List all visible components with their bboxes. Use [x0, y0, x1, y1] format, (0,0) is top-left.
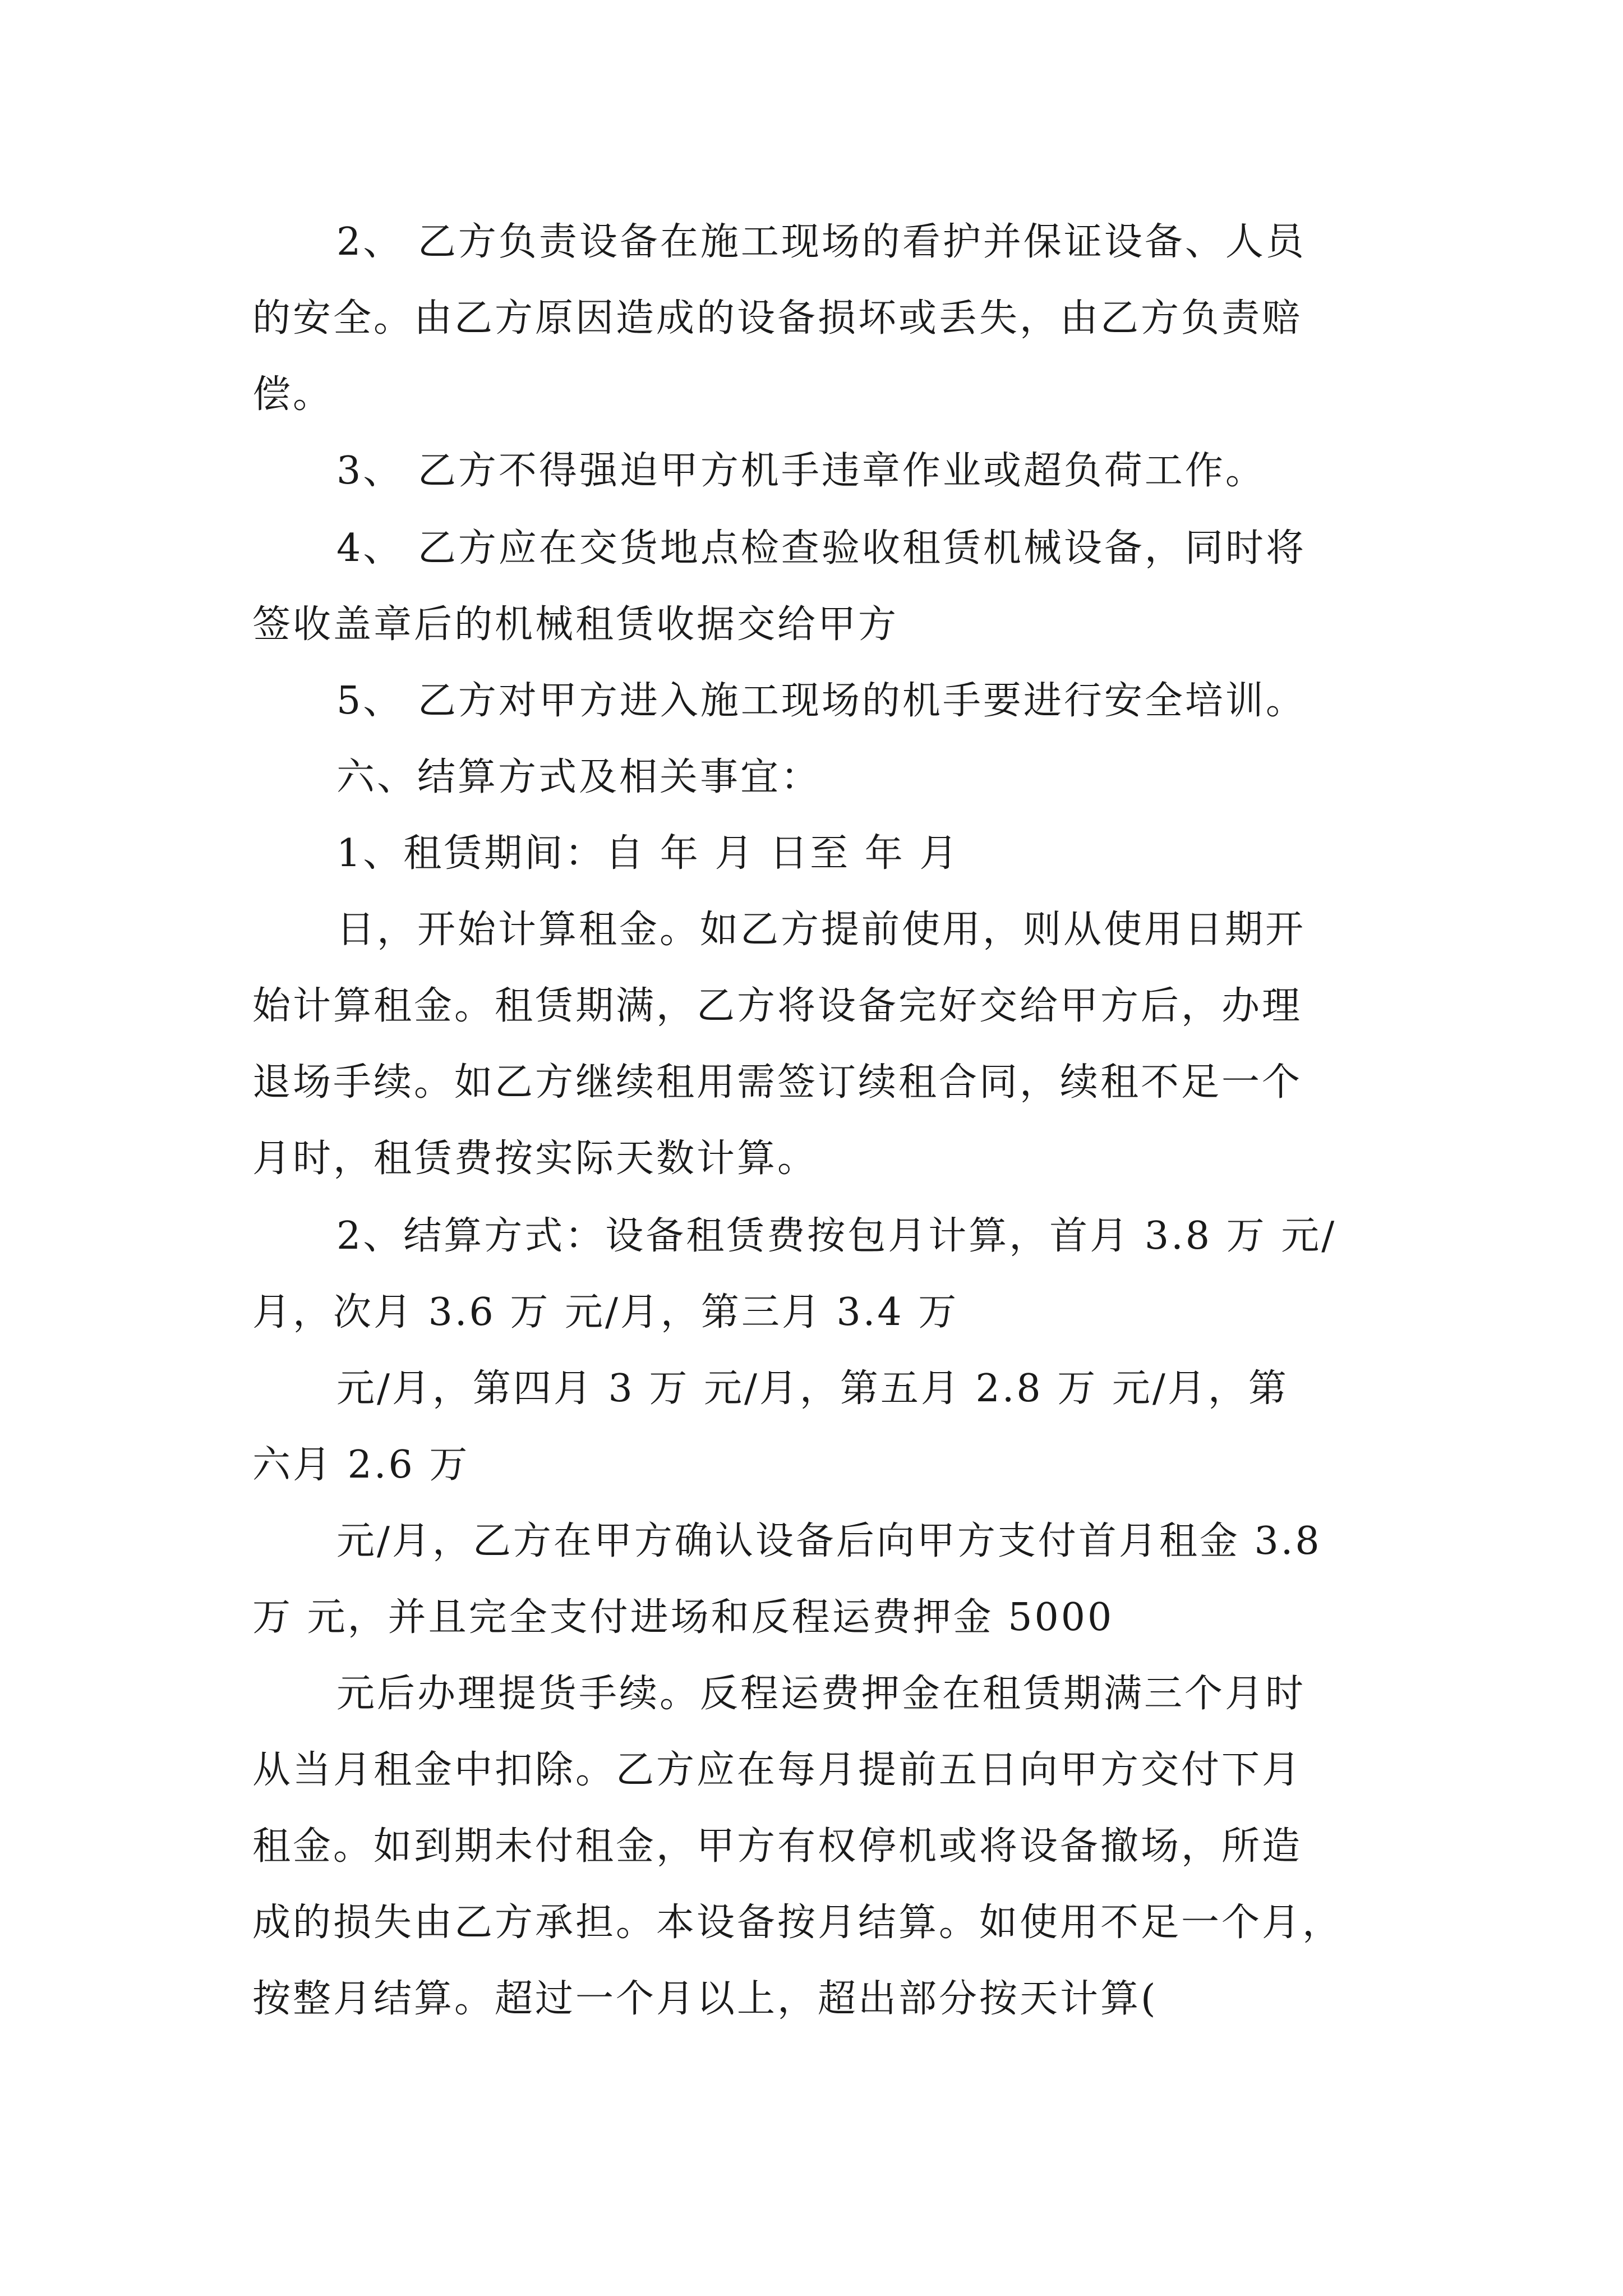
- text-line-7: 5、 乙方对甲方进入施工现场的机手要进行安全培训。: [336, 679, 1306, 723]
- text-line-3: 偿。: [252, 372, 334, 417]
- text-line-14: 2、结算方式：设备租赁费按包月计算，首月 3.8 万 元/: [336, 1214, 1337, 1258]
- text-line-16: 元/月，第四月 3 万 元/月，第五月 2.8 万 元/月，第: [336, 1366, 1289, 1411]
- text-line-17: 六月 2.6 万: [252, 1443, 470, 1487]
- text-line-4: 3、 乙方不得强迫甲方机手违章作业或超负荷工作。: [336, 449, 1266, 493]
- text-line-20: 元后办理提货手续。反程运费押金在租赁期满三个月时: [336, 1672, 1306, 1716]
- text-line-2: 的安全。由乙方原因造成的设备损坏或丢失，由乙方负责赔: [252, 296, 1303, 341]
- text-line-11: 始计算租金。租赁期满，乙方将设备完好交给甲方后，办理: [252, 984, 1303, 1028]
- text-line-18: 元/月，乙方在甲方确认设备后向甲方支付首月租金 3.8: [336, 1519, 1322, 1563]
- text-line-12: 退场手续。如乙方继续租用需签订续租合同，续租不足一个: [252, 1060, 1303, 1105]
- text-line-23: 成的损失由乙方承担。本设备按月结算。如使用不足一个月，: [252, 1901, 1343, 1945]
- section-heading: 六、结算方式及相关事宜：: [336, 755, 822, 799]
- text-line-19: 万 元，并且完全支付进场和反程运费押金 5000: [252, 1595, 1114, 1640]
- text-line-1: 2、 乙方负责设备在施工现场的看护并保证设备、人员: [336, 220, 1306, 264]
- text-line-6: 签收盖章后的机械租赁收据交给甲方: [252, 602, 899, 647]
- text-line-9: 1、租赁期间：自 年 月 日至 年 月: [336, 831, 960, 876]
- text-line-21: 从当月租金中扣除。乙方应在每月提前五日向甲方交付下月: [252, 1748, 1303, 1792]
- text-line-15: 月，次月 3.6 万 元/月，第三月 3.4 万: [252, 1290, 959, 1335]
- text-line-10: 日，开始计算租金。如乙方提前使用，则从使用日期开: [336, 908, 1306, 952]
- text-line-24: 按整月结算。超过一个月以上，超出部分按天计算(: [252, 1977, 1158, 2021]
- text-line-22: 租金。如到期未付租金，甲方有权停机或将设备撤场，所造: [252, 1824, 1303, 1869]
- text-line-13: 月时，租赁费按实际天数计算。: [252, 1137, 818, 1181]
- text-line-5: 4、 乙方应在交货地点检查验收租赁机械设备，同时将: [336, 526, 1306, 570]
